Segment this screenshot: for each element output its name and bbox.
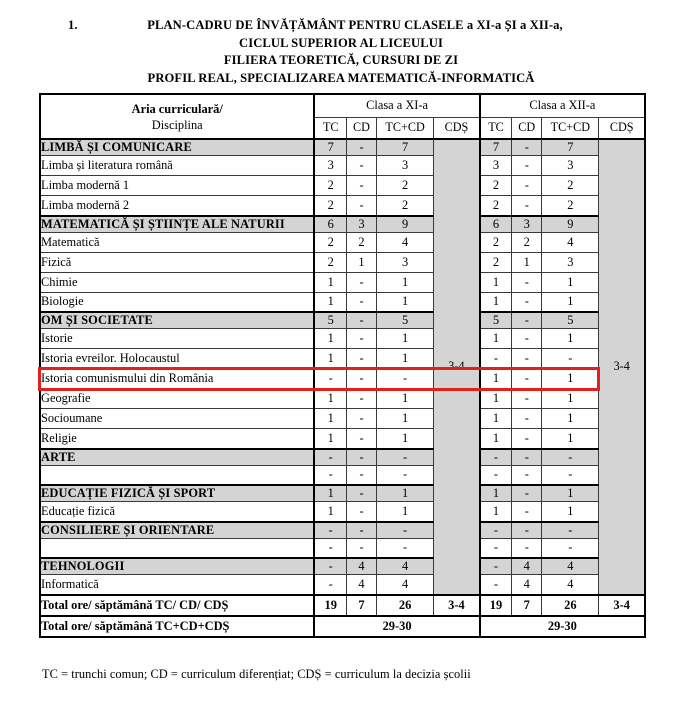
cell-xi-tccd: 1	[377, 502, 434, 522]
cell-xi-tccd: 1	[377, 389, 434, 409]
total-xii-cd: 7	[512, 595, 542, 616]
table-row-area	[40, 522, 645, 539]
area-xii-tccd: 9	[542, 216, 599, 233]
cell-xii-cd: -	[512, 502, 542, 522]
table-row-discipline	[40, 176, 645, 196]
cell-xi-cds-merged: 3-4	[434, 139, 480, 595]
cell-xi-cd: -	[347, 465, 377, 485]
cell-xii-tc: -	[480, 538, 512, 558]
area-xi-cd: 4	[347, 558, 377, 575]
cell-xii-tccd: 1	[542, 502, 599, 522]
cell-xi-tccd: 1	[377, 329, 434, 349]
area-xi-cd: -	[347, 312, 377, 329]
area-xii-tc: 6	[480, 216, 512, 233]
cell-xii-tc: 1	[480, 502, 512, 522]
area-xi-tc: -	[314, 522, 346, 539]
discipline-label: Socioumane	[40, 409, 314, 429]
cell-xii-cds-merged: 3-4	[599, 139, 645, 595]
area-xii-tccd: -	[542, 522, 599, 539]
cell-xii-tccd: 1	[542, 409, 599, 429]
header-xii-tc: TC	[480, 117, 512, 139]
cell-xii-cd: -	[512, 349, 542, 369]
area-xii-tccd: 4	[542, 558, 599, 575]
cell-xii-cd: -	[512, 156, 542, 176]
cell-xi-tc: 1	[314, 349, 346, 369]
title-line-1: PLAN-CADRU DE ÎNVĂȚĂMÂNT PENTRU CLASELE a XI-a ȘI a XII-a,	[147, 18, 563, 32]
cell-xii-tccd: 1	[542, 292, 599, 312]
header-xii-cd: CD	[512, 117, 542, 139]
discipline-label: Limba și literatura română	[40, 156, 314, 176]
area-xii-tc: -	[480, 558, 512, 575]
area-xi-tccd: -	[377, 449, 434, 466]
cell-xii-cd: 4	[512, 575, 542, 595]
cell-xi-tccd: 4	[377, 575, 434, 595]
cell-xii-tc: 1	[480, 272, 512, 292]
cell-xii-tc: 1	[480, 409, 512, 429]
cell-xii-tccd: 4	[542, 232, 599, 252]
cell-xi-cd: -	[347, 196, 377, 216]
area-xii-tccd: 7	[542, 139, 599, 156]
cell-xii-tc: -	[480, 575, 512, 595]
area-xii-cd: -	[512, 485, 542, 502]
header-discipline-line2: Disciplina	[151, 117, 203, 132]
cell-xi-tc: 1	[314, 272, 346, 292]
table-row-discipline	[40, 465, 645, 485]
area-xii-cd: 4	[512, 558, 542, 575]
total-xii-tc: 19	[480, 595, 512, 616]
cell-xii-cd: -	[512, 409, 542, 429]
area-xi-tccd: -	[377, 522, 434, 539]
area-xi-cd: -	[347, 449, 377, 466]
cell-xi-tc: 1	[314, 429, 346, 449]
area-xi-tc: -	[314, 558, 346, 575]
cell-xii-cd: -	[512, 329, 542, 349]
table-row-discipline	[40, 252, 645, 272]
cell-xi-tc: 3	[314, 156, 346, 176]
legend-footnote: TC = trunchi comun; CD = curriculum diferențiat; CDȘ = curriculum la decizia școlii	[42, 667, 471, 681]
cell-xii-cd: -	[512, 538, 542, 558]
cell-xi-tccd: -	[377, 538, 434, 558]
cell-xii-tc: 2	[480, 176, 512, 196]
table-row-area	[40, 449, 645, 466]
table-body	[40, 139, 645, 637]
title-line-2: CICLUL SUPERIOR AL LICEULUI	[239, 35, 443, 50]
cell-xii-tc: 2	[480, 232, 512, 252]
header-xi-cds: CDȘ	[434, 117, 480, 139]
header-class-12: Clasa a XII-a	[480, 94, 645, 117]
cell-xi-cd: -	[347, 176, 377, 196]
table-row-discipline	[40, 196, 645, 216]
discipline-label: Informatică	[40, 575, 314, 595]
cell-xi-tc: -	[314, 538, 346, 558]
cell-xii-cd: -	[512, 465, 542, 485]
discipline-label: Chimie	[40, 272, 314, 292]
table-row-discipline	[40, 329, 645, 349]
cell-xii-cd: -	[512, 389, 542, 409]
header-discipline	[40, 94, 314, 139]
discipline-label: Fizică	[40, 252, 314, 272]
area-label: OM ȘI SOCIETATE	[40, 312, 314, 329]
cell-xi-tccd: 1	[377, 349, 434, 369]
cell-xi-cd: -	[347, 502, 377, 522]
total-xii-cds: 3-4	[599, 595, 645, 616]
area-xii-cd: -	[512, 139, 542, 156]
cell-xi-tccd: 3	[377, 156, 434, 176]
table-row-discipline	[40, 292, 645, 312]
table-row-discipline	[40, 272, 645, 292]
area-xi-tccd: 9	[377, 216, 434, 233]
cell-xii-tccd: 3	[542, 252, 599, 272]
curriculum-table	[39, 93, 646, 638]
discipline-label: Istoria evreilor. Holocaustul	[40, 349, 314, 369]
table-row-discipline	[40, 538, 645, 558]
cell-xi-tc: 2	[314, 232, 346, 252]
cell-xi-tccd: 4	[377, 232, 434, 252]
cell-xii-tccd: 4	[542, 575, 599, 595]
table-row-area	[40, 558, 645, 575]
total-combined-xi: 29-30	[314, 616, 479, 637]
table-row-area	[40, 485, 645, 502]
discipline-label	[40, 538, 314, 558]
cell-xi-tccd: 2	[377, 176, 434, 196]
cell-xi-tccd: 3	[377, 252, 434, 272]
cell-xii-cd: -	[512, 272, 542, 292]
cell-xii-cd: -	[512, 176, 542, 196]
cell-xii-tccd: 1	[542, 329, 599, 349]
area-xii-tc: 1	[480, 485, 512, 502]
table-row-discipline-highlighted	[40, 369, 645, 389]
area-xi-tc: 7	[314, 139, 346, 156]
area-xii-cd: -	[512, 312, 542, 329]
discipline-label: Istorie	[40, 329, 314, 349]
table-row-area	[40, 216, 645, 233]
title-line-4: PROFIL REAL, SPECIALIZAREA MATEMATICĂ-INFORMATICĂ	[147, 70, 535, 85]
cell-xi-cd: 4	[347, 575, 377, 595]
cell-xi-cd: -	[347, 349, 377, 369]
cell-xi-tccd: 1	[377, 292, 434, 312]
area-xii-cd: -	[512, 522, 542, 539]
cell-xi-cd: 1	[347, 252, 377, 272]
cell-xi-cd: -	[347, 538, 377, 558]
cell-xii-tc: 1	[480, 292, 512, 312]
cell-xii-cd: -	[512, 292, 542, 312]
cell-xii-cd: -	[512, 429, 542, 449]
area-xii-tc: 5	[480, 312, 512, 329]
cell-xi-cd: -	[347, 389, 377, 409]
total-combined-xii: 29-30	[480, 616, 645, 637]
area-xi-tccd: 1	[377, 485, 434, 502]
area-xi-tc: 5	[314, 312, 346, 329]
cell-xii-cd: -	[512, 369, 542, 389]
area-label: TEHNOLOGII	[40, 558, 314, 575]
cell-xi-tccd: -	[377, 369, 434, 389]
header-discipline-line1: Aria curriculară/	[131, 101, 223, 116]
area-xii-tccd: -	[542, 449, 599, 466]
area-xi-tc: -	[314, 449, 346, 466]
cell-xi-tc: 2	[314, 176, 346, 196]
cell-xii-tccd: -	[542, 538, 599, 558]
table-row-discipline	[40, 502, 645, 522]
cell-xi-tccd: 1	[377, 272, 434, 292]
header-xii-tccd: TC+CD	[542, 117, 599, 139]
cell-xii-tccd: 1	[542, 429, 599, 449]
discipline-label: Limba modernă 1	[40, 176, 314, 196]
discipline-label: Matematică	[40, 232, 314, 252]
cell-xi-tc: 2	[314, 196, 346, 216]
title-item-number: 1.	[68, 18, 78, 32]
cell-xi-cd: -	[347, 329, 377, 349]
area-label: CONSILIERE ȘI ORIENTARE	[40, 522, 314, 539]
table-row-discipline	[40, 409, 645, 429]
area-xi-tc: 6	[314, 216, 346, 233]
header-row-classes	[40, 94, 645, 117]
cell-xii-tccd: 3	[542, 156, 599, 176]
cell-xii-tccd: -	[542, 349, 599, 369]
area-xii-tc: -	[480, 449, 512, 466]
page-title	[0, 17, 682, 87]
area-xii-cd: -	[512, 449, 542, 466]
table-row-discipline	[40, 575, 645, 595]
discipline-label: Istoria comunismului din România	[40, 369, 314, 389]
cell-xii-cd: 1	[512, 252, 542, 272]
area-xi-cd: 3	[347, 216, 377, 233]
cell-xi-cd: 2	[347, 232, 377, 252]
table-row-discipline	[40, 349, 645, 369]
header-xi-tccd: TC+CD	[377, 117, 434, 139]
cell-xii-tc: 1	[480, 329, 512, 349]
cell-xi-tccd: 2	[377, 196, 434, 216]
discipline-label	[40, 465, 314, 485]
discipline-label: Biologie	[40, 292, 314, 312]
cell-xi-tc: -	[314, 369, 346, 389]
table-row-total-combined	[40, 616, 645, 637]
cell-xi-cd: -	[347, 369, 377, 389]
total-xi-cd: 7	[347, 595, 377, 616]
area-xii-tccd: 1	[542, 485, 599, 502]
cell-xi-tc: -	[314, 465, 346, 485]
title-line-3: FILIERA TEORETICĂ, CURSURI DE ZI	[223, 53, 459, 67]
cell-xii-tc: 1	[480, 369, 512, 389]
area-label: ARTE	[40, 449, 314, 466]
cell-xi-cd: -	[347, 292, 377, 312]
curriculum-table-container	[39, 93, 646, 638]
total-xii-tccd: 26	[542, 595, 599, 616]
cell-xi-tccd: 1	[377, 429, 434, 449]
cell-xi-tc: 1	[314, 409, 346, 429]
area-xi-tccd: 5	[377, 312, 434, 329]
cell-xi-tc: 1	[314, 292, 346, 312]
area-xi-tccd: 7	[377, 139, 434, 156]
area-xi-tccd: 4	[377, 558, 434, 575]
cell-xi-tc: 1	[314, 502, 346, 522]
cell-xii-tc: 1	[480, 429, 512, 449]
area-xi-cd: -	[347, 139, 377, 156]
area-xii-tc: -	[480, 522, 512, 539]
cell-xii-tc: -	[480, 465, 512, 485]
header-xi-tc: TC	[314, 117, 346, 139]
cell-xi-tc: 1	[314, 329, 346, 349]
cell-xii-tccd: 1	[542, 369, 599, 389]
cell-xi-cd: -	[347, 429, 377, 449]
cell-xii-tc: 1	[480, 389, 512, 409]
cell-xi-cd: -	[347, 409, 377, 429]
cell-xii-cd: 2	[512, 232, 542, 252]
cell-xii-tccd: 1	[542, 389, 599, 409]
table-row-discipline	[40, 232, 645, 252]
table-row-area	[40, 312, 645, 329]
discipline-label: Limba modernă 2	[40, 196, 314, 216]
cell-xi-tc: 1	[314, 389, 346, 409]
area-xii-cd: 3	[512, 216, 542, 233]
cell-xii-tccd: 2	[542, 176, 599, 196]
cell-xii-tc: 2	[480, 196, 512, 216]
area-label: LIMBĂ ȘI COMUNICARE	[40, 139, 314, 156]
total-xi-tc: 19	[314, 595, 346, 616]
cell-xii-tccd: 2	[542, 196, 599, 216]
area-xi-cd: -	[347, 522, 377, 539]
header-class-11: Clasa a XI-a	[314, 94, 479, 117]
cell-xii-tc: 2	[480, 252, 512, 272]
discipline-label: Geografie	[40, 389, 314, 409]
total-xi-cds: 3-4	[434, 595, 480, 616]
cell-xi-tc: 2	[314, 252, 346, 272]
table-header	[40, 94, 645, 139]
cell-xii-tc: -	[480, 349, 512, 369]
cell-xii-tccd: 1	[542, 272, 599, 292]
table-row-area	[40, 139, 645, 156]
table-row-discipline	[40, 389, 645, 409]
cell-xi-tc: -	[314, 575, 346, 595]
header-xi-cd: CD	[347, 117, 377, 139]
discipline-label: Religie	[40, 429, 314, 449]
cell-xi-tccd: 1	[377, 409, 434, 429]
area-label: MATEMATICĂ ȘI ȘTIINȚE ALE NATURII	[40, 216, 314, 233]
table-row-discipline	[40, 429, 645, 449]
area-xi-cd: -	[347, 485, 377, 502]
area-xi-tc: 1	[314, 485, 346, 502]
cell-xii-tc: 3	[480, 156, 512, 176]
total-xi-tccd: 26	[377, 595, 434, 616]
total-split-label: Total ore/ săptămână TC/ CD/ CDȘ	[40, 595, 314, 616]
cell-xi-tccd: -	[377, 465, 434, 485]
discipline-label: Educație fizică	[40, 502, 314, 522]
area-xii-tc: 7	[480, 139, 512, 156]
cell-xii-tccd: -	[542, 465, 599, 485]
cell-xii-cd: -	[512, 196, 542, 216]
total-combined-label: Total ore/ săptămână TC+CD+CDȘ	[40, 616, 314, 637]
area-label: EDUCAȚIE FIZICĂ ȘI SPORT	[40, 485, 314, 502]
cell-xi-cd: -	[347, 156, 377, 176]
table-row-total-split	[40, 595, 645, 616]
table-row-discipline	[40, 156, 645, 176]
header-xii-cds: CDȘ	[599, 117, 645, 139]
cell-xi-cd: -	[347, 272, 377, 292]
area-xii-tccd: 5	[542, 312, 599, 329]
